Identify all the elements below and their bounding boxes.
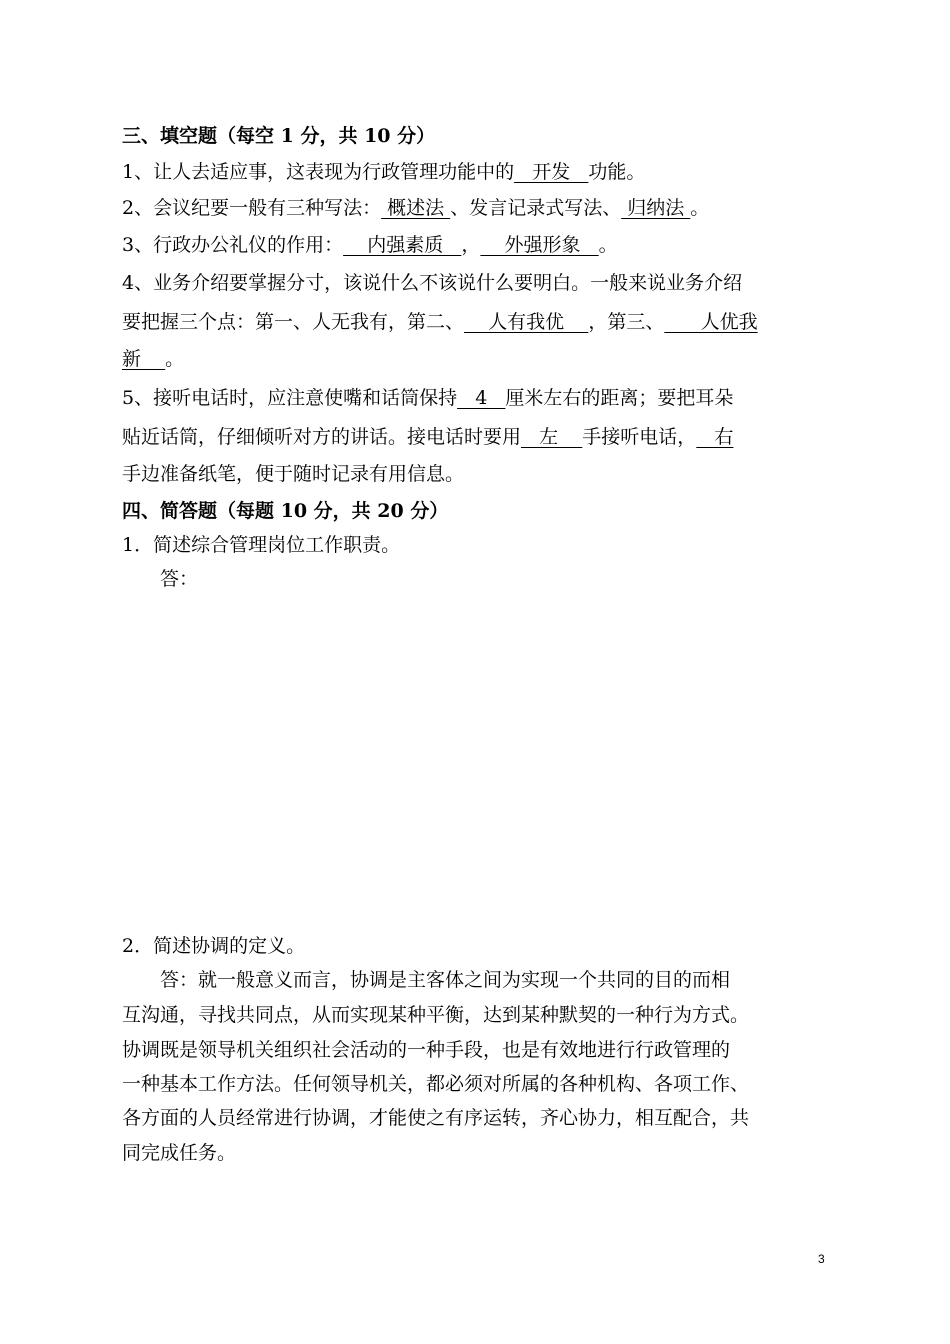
fill-question-5-line-2 bbox=[122, 425, 842, 449]
q3-text: 3、行政办公礼仪的作用： bbox=[122, 234, 344, 256]
q1-blank-answer: 开发 bbox=[514, 161, 589, 183]
short-answer-1-answer-label: 答： bbox=[160, 568, 199, 590]
q2-blank-answer-2: 归纳法 bbox=[621, 197, 691, 219]
q5-text-mid: 厘米左右的距离；要把耳朵 bbox=[505, 387, 734, 409]
short-answer-2-answer-line: 同完成任务。 bbox=[122, 1142, 237, 1164]
fill-question-1 bbox=[122, 160, 842, 184]
q4-blank-answer-1: 人有我优 bbox=[464, 311, 589, 333]
q1-text: 1、让人去适应事，这表现为行政管理功能中的 bbox=[122, 161, 515, 183]
page-number: 3 bbox=[818, 1252, 825, 1266]
q5-blank-answer-3: 右 bbox=[696, 426, 734, 448]
short-answer-question-1: 1．简述综合管理岗位工作职责。 bbox=[122, 534, 401, 556]
section-4-title: 四、简答题（每题 10 分，共 20 分） bbox=[122, 500, 449, 522]
q2-text-end: 。 bbox=[690, 197, 710, 219]
q5-blank-answer-2: 左 bbox=[521, 426, 583, 448]
q4-text-mid: ，第三、 bbox=[588, 311, 665, 333]
short-answer-question-2: 2．简述协调的定义。 bbox=[122, 935, 306, 957]
q5-text: 5、接听电话时，应注意使嘴和话筒保持 bbox=[122, 387, 458, 409]
q2-text-mid: 、发言记录式写法、 bbox=[450, 197, 622, 219]
fill-question-2 bbox=[122, 196, 842, 220]
short-answer-2-answer-line: 各方面的人员经常进行协调，才能使之有序运转，齐心协力，相互配合，共 bbox=[122, 1107, 750, 1129]
q2-blank-answer-1: 概述法 bbox=[381, 197, 451, 219]
q3-blank-answer-1: 内强素质 bbox=[343, 234, 462, 256]
short-answer-2-answer-line: 答：就一般意义而言，协调是主客体之间为实现一个共同的目的而相 bbox=[160, 969, 731, 991]
fill-question-4-line-2 bbox=[122, 310, 842, 334]
q3-text-end: 。 bbox=[598, 234, 618, 256]
section-3-title: 三、填空题（每空 1 分，共 10 分） bbox=[122, 125, 436, 147]
q5-blank-answer-1: 4 bbox=[457, 387, 506, 409]
short-answer-2-answer-line: 协调既是领导机关组织社会活动的一种手段，也是有效地进行行政管理的 bbox=[122, 1039, 731, 1061]
short-answer-2-answer-line: 互沟通，寻找共同点，从而实现某种平衡，达到某种默契的一种行为方式。 bbox=[122, 1004, 750, 1026]
q4-text-end: 。 bbox=[165, 348, 185, 370]
q5-text-3: 手接听电话， bbox=[582, 426, 697, 448]
q4-text: 要把握三个点：第一、人无我有，第二、 bbox=[122, 311, 465, 333]
q1-text-end: 功能。 bbox=[588, 161, 646, 183]
fill-question-4-line-3 bbox=[122, 347, 842, 371]
q5-text-2: 贴近话筒，仔细倾听对方的讲话。接电话时要用 bbox=[122, 426, 522, 448]
q3-text-mid: ， bbox=[461, 234, 481, 256]
q3-blank-answer-2: 外强形象 bbox=[480, 234, 599, 256]
short-answer-2-answer-line: 一种基本工作方法。任何领导机关，都必须对所属的各种机构、各项工作、 bbox=[122, 1073, 750, 1095]
q4-blank-answer-2-part-2: 新 bbox=[122, 348, 166, 370]
fill-question-3 bbox=[122, 233, 842, 257]
fill-question-5-line-3: 手边准备纸笔，便于随时记录有用信息。 bbox=[122, 463, 465, 485]
fill-question-4-line-1: 4、业务介绍要掌握分寸，该说什么不该说什么要明白。一般来说业务介绍 bbox=[122, 272, 743, 294]
q4-blank-answer-2-part-1: 人优我 bbox=[664, 311, 758, 333]
fill-question-5-line-1 bbox=[122, 386, 842, 410]
q2-text: 2、会议纪要一般有三种写法： bbox=[122, 197, 382, 219]
